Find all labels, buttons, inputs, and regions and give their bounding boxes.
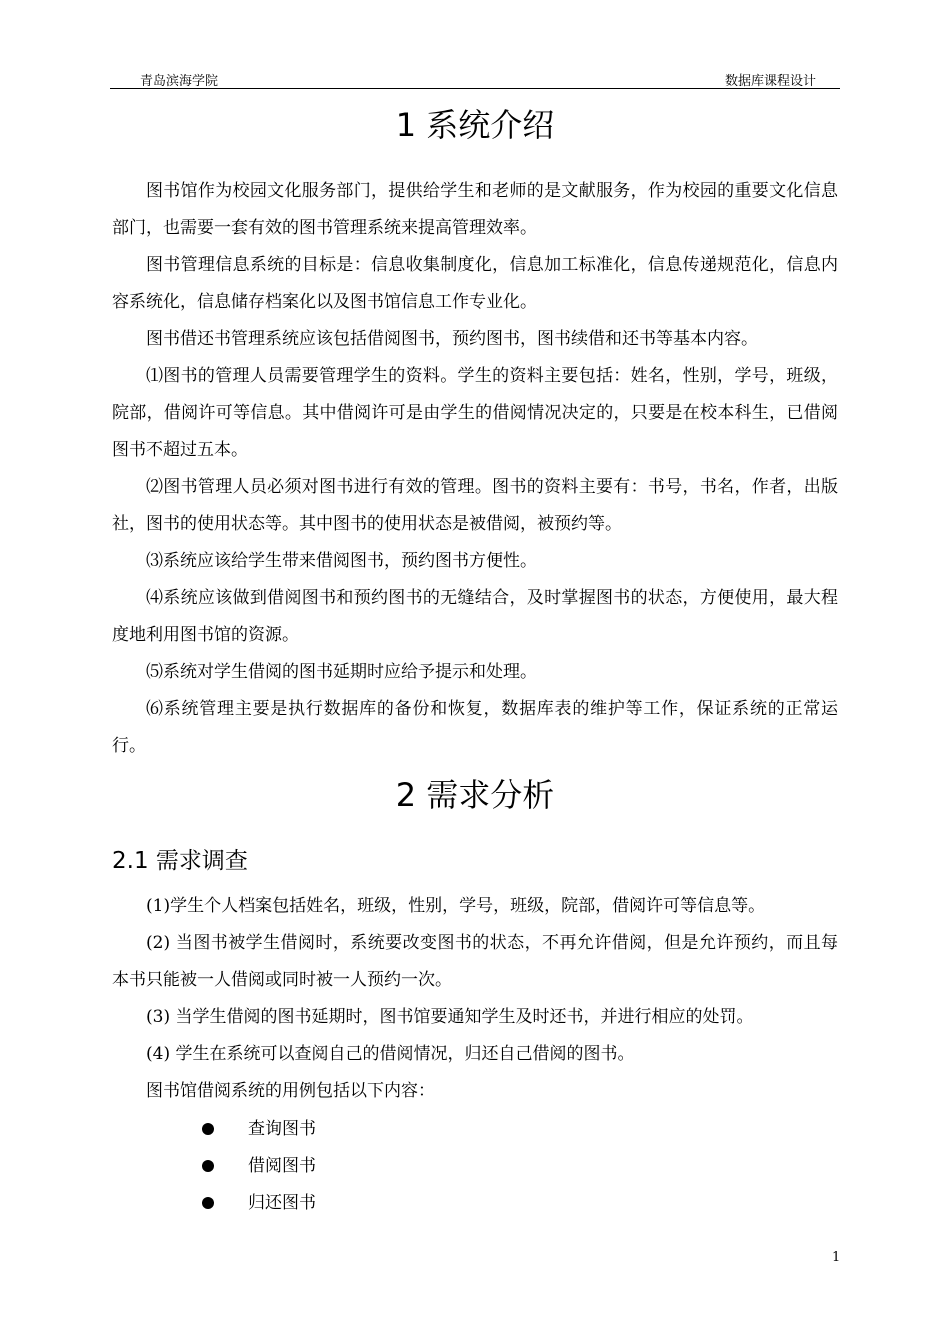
page-header [110, 68, 840, 89]
section-1-paragraph-8: ⑸系统对学生借阅的图书延期时应给予提示和处理。 [146, 662, 537, 682]
section-1-paragraph-2: 图书管理信息系统的目标是：信息收集制度化，信息加工标准化，信息传递规范化，信息内容系统化，信息储存档案化以及图书馆信息工作专业化。 [112, 255, 838, 312]
header-school: 青岛滨海学院 [140, 74, 219, 89]
subsection-2-1-paragraph-1: (1)学生个人档案包括姓名，班级，性别，学号，班级，院部，借阅许可等信息等。 [146, 896, 766, 916]
section-1-paragraph-1: 图书馆作为校园文化服务部门，提供给学生和老师的是文献服务，作为校园的重要文化信息部门，也需要一套有效的图书管理系统来提高管理效率。 [112, 181, 838, 238]
subsection-2-1-title: 2.1 需求调查 [112, 848, 248, 874]
header-course: 数据库课程设计 [724, 74, 816, 89]
bullet-icon [202, 1197, 214, 1209]
section-1-paragraph-6: ⑶系统应该给学生带来借阅图书，预约图书方便性。 [146, 551, 537, 571]
section-2-title: 2 需求分析 [395, 776, 555, 814]
subsection-2-1-paragraph-4: (4) 学生在系统可以查阅自己的借阅情况，归还自己借阅的图书。 [146, 1044, 635, 1064]
list-item-text: 借阅图书 [248, 1156, 316, 1176]
bullet-icon [202, 1160, 214, 1172]
section-1-paragraph-7: ⑷系统应该做到借阅图书和预约图书的无缝结合，及时掌握图书的状态，方便使用，最大程度地利用图书馆的资源。 [112, 588, 838, 645]
section-1-paragraph-3: 图书借还书管理系统应该包括借阅图书，预约图书，图书续借和还书等基本内容。 [146, 329, 758, 349]
bullet-icon [202, 1123, 214, 1135]
subsection-2-1-paragraph-5: 图书馆借阅系统的用例包括以下内容： [146, 1081, 435, 1101]
section-1-paragraph-9: ⑹系统管理主要是执行数据库的备份和恢复，数据库表的维护等工作，保证系统的正常运行。 [112, 699, 838, 756]
list-item-text: 归还图书 [248, 1193, 316, 1213]
subsection-2-1-paragraph-3: (3) 当学生借阅的图书延期时，图书馆要通知学生及时还书，并进行相应的处罚。 [146, 1007, 754, 1027]
list-item-text: 查询图书 [248, 1119, 316, 1139]
section-1-title: 1 系统介绍 [395, 106, 555, 144]
section-1-paragraph-5: ⑵图书管理人员必须对图书进行有效的管理。图书的资料主要有：书号，书名，作者，出版社，图书的使用状态等。其中图书的使用状态是被借阅，被预约等。 [112, 477, 838, 534]
page-number: 1 [832, 1250, 841, 1265]
subsection-2-1-paragraph-2: (2) 当图书被学生借阅时，系统要改变图书的状态，不再允许借阅，但是允许预约，而且每本书只能被一人借阅或同时被一人预约一次。 [112, 933, 838, 990]
section-1-paragraph-4: ⑴图书的管理人员需要管理学生的资料。学生的资料主要包括：姓名，性别，学号，班级，院部，借阅许可等信息。其中借阅许可是由学生的借阅情况决定的，只要是在校本科生，已借阅图书不超过五本。 [112, 366, 838, 460]
